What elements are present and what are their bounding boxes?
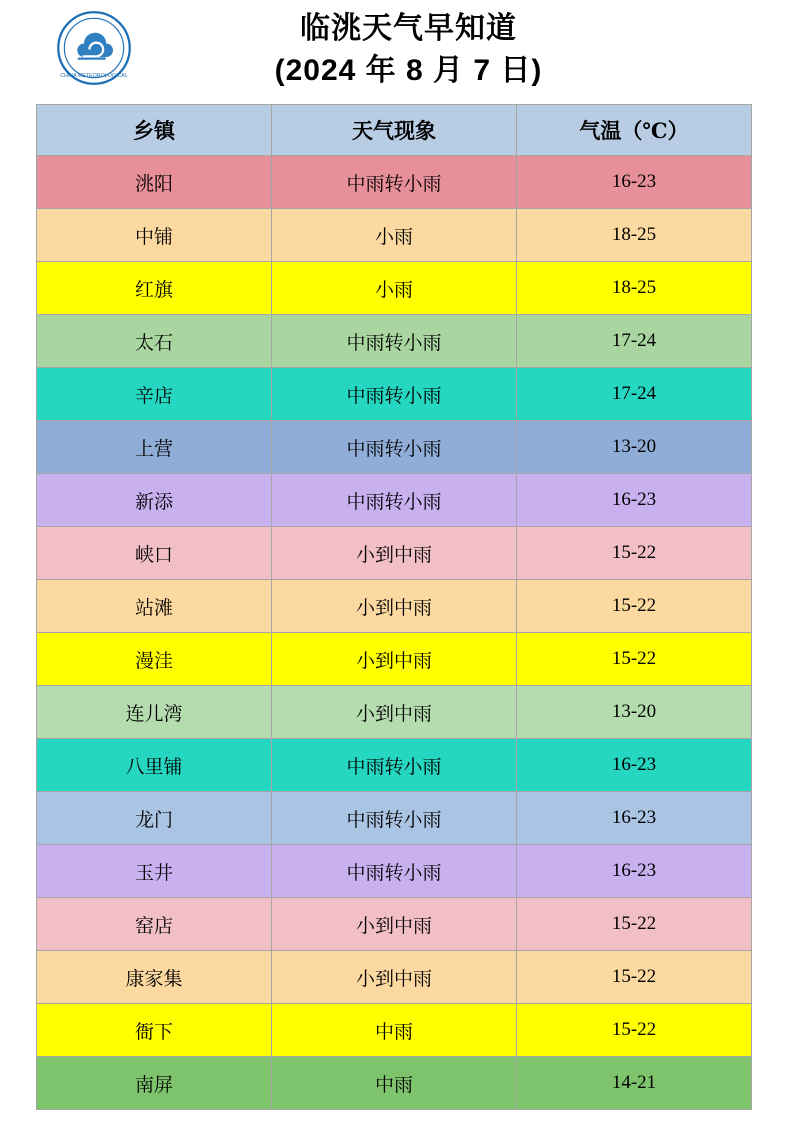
cell-temperature: 13-20 [517, 686, 752, 739]
cell-temperature: 14-21 [517, 1057, 752, 1110]
table-row [37, 156, 752, 209]
page-header [0, 0, 787, 100]
cell-weather: 中雨 [272, 1057, 517, 1110]
cell-weather: 中雨转小雨 [272, 739, 517, 792]
cell-temperature: 16-23 [517, 792, 752, 845]
cell-town: 中铺 [37, 209, 272, 262]
cell-weather: 小到中雨 [272, 686, 517, 739]
title-line-2: (2024 年 8 月 7 日) [274, 54, 543, 87]
table-row [37, 739, 752, 792]
table-row [37, 421, 752, 474]
cell-town: 太石 [37, 315, 272, 368]
column-header-weather: 天气现象 [272, 105, 517, 156]
table-row [37, 686, 752, 739]
table-header-row [37, 105, 752, 156]
table-row [37, 315, 752, 368]
cell-temperature: 17-24 [517, 315, 752, 368]
table-row [37, 580, 752, 633]
cell-weather: 小到中雨 [272, 633, 517, 686]
weather-table-body [37, 156, 752, 1110]
cell-temperature: 18-25 [517, 209, 752, 262]
cell-weather: 中雨转小雨 [272, 315, 517, 368]
cell-town: 康家集 [37, 951, 272, 1004]
cell-weather: 中雨转小雨 [272, 792, 517, 845]
title-line-1: 临洮天气早知道 [300, 12, 517, 45]
cell-weather: 中雨转小雨 [272, 368, 517, 421]
cell-weather: 小到中雨 [272, 951, 517, 1004]
cell-town: 上营 [37, 421, 272, 474]
table-row [37, 792, 752, 845]
cell-town: 新添 [37, 474, 272, 527]
cell-temperature: 15-22 [517, 1004, 752, 1057]
cell-temperature: 16-23 [517, 156, 752, 209]
column-header-temperature: 气温（℃） [517, 105, 752, 156]
cell-temperature: 15-22 [517, 527, 752, 580]
cell-weather: 小到中雨 [272, 527, 517, 580]
cell-town: 站滩 [37, 580, 272, 633]
cell-temperature: 13-20 [517, 421, 752, 474]
cell-weather: 小雨 [272, 209, 517, 262]
cell-temperature: 15-22 [517, 633, 752, 686]
cell-weather: 中雨 [272, 1004, 517, 1057]
cell-town: 南屏 [37, 1057, 272, 1110]
cell-weather: 中雨转小雨 [272, 421, 517, 474]
cell-town: 洮阳 [37, 156, 272, 209]
table-row [37, 898, 752, 951]
cell-temperature: 15-22 [517, 951, 752, 1004]
weather-table [36, 104, 752, 1110]
cell-weather: 小到中雨 [272, 580, 517, 633]
cell-town: 连儿湾 [37, 686, 272, 739]
table-row [37, 951, 752, 1004]
cell-temperature: 15-22 [517, 898, 752, 951]
cell-town: 红旗 [37, 262, 272, 315]
cell-weather: 中雨转小雨 [272, 474, 517, 527]
table-row [37, 1057, 752, 1110]
table-row [37, 368, 752, 421]
cell-temperature: 16-23 [517, 474, 752, 527]
cell-weather: 中雨转小雨 [272, 156, 517, 209]
cell-temperature: 16-23 [517, 739, 752, 792]
cell-town: 漫洼 [37, 633, 272, 686]
svg-text:CHINA METEOROLOGICAL: CHINA METEOROLOGICAL [60, 72, 128, 79]
cell-town: 窑店 [37, 898, 272, 951]
cell-town: 辛店 [37, 368, 272, 421]
cell-town: 八里铺 [37, 739, 272, 792]
table-row [37, 1004, 752, 1057]
table-row [37, 845, 752, 898]
cell-weather: 中雨转小雨 [272, 845, 517, 898]
cell-weather: 小到中雨 [272, 898, 517, 951]
table-row [37, 262, 752, 315]
cell-town: 玉井 [37, 845, 272, 898]
cma-cloud-logo-icon [56, 10, 132, 86]
weather-table-container [36, 104, 751, 1110]
cell-temperature: 15-22 [517, 580, 752, 633]
table-row [37, 633, 752, 686]
table-row [37, 527, 752, 580]
cell-temperature: 17-24 [517, 368, 752, 421]
cell-town: 衙下 [37, 1004, 272, 1057]
cell-temperature: 16-23 [517, 845, 752, 898]
column-header-town: 乡镇 [37, 105, 272, 156]
cell-town: 峡口 [37, 527, 272, 580]
table-row [37, 474, 752, 527]
cell-weather: 小雨 [272, 262, 517, 315]
cell-town: 龙门 [37, 792, 272, 845]
cell-temperature: 18-25 [517, 262, 752, 315]
table-row [37, 209, 752, 262]
